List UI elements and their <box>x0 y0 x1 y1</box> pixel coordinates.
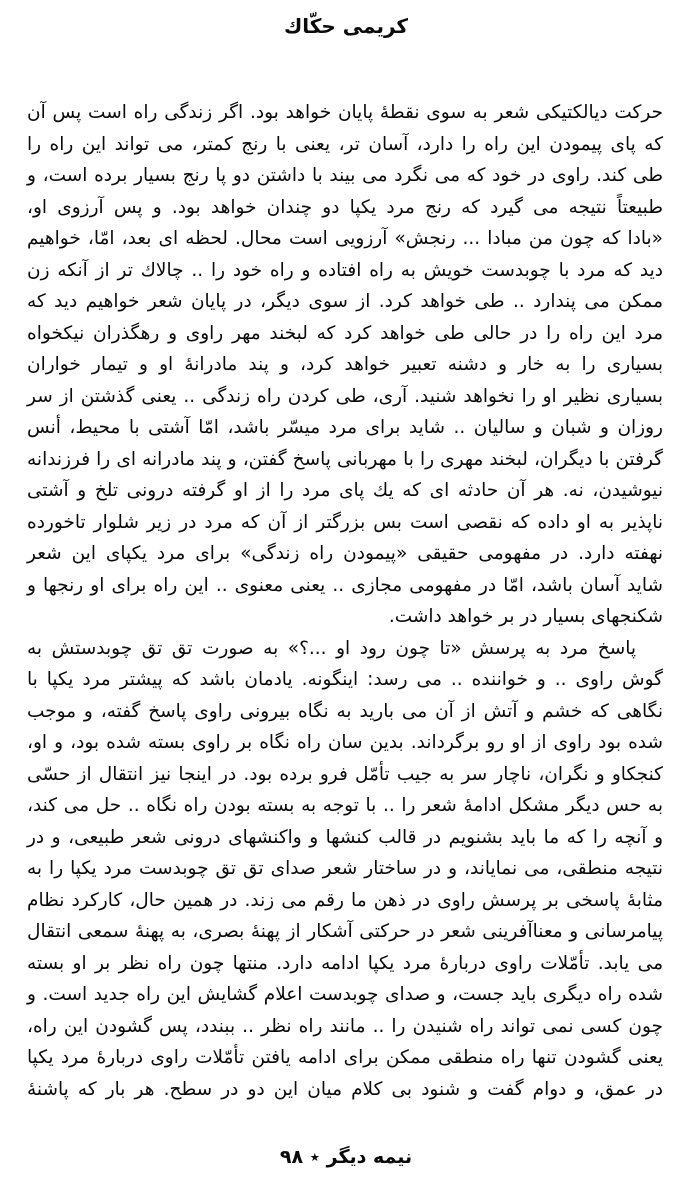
text-line: و آنچه را كه ما بايد بشنويم در قالب كنشها و واكنشهاى درونى شعر طبيعى، و در <box>27 826 663 848</box>
text-line: كنجكاو و نگران، ناچار سر به جيب تأمّل فرو برده بود. در اينجا نيز انتقال از حسّى <box>27 763 663 785</box>
text-line: كه پاى پيمودن اين راه را دارد، آسان تر، يعنى با رنج كمتر، مى تواند اين راه را <box>27 133 663 155</box>
text-line: مثابۀ پاسخى بر پرسش راوى در ذهن ما رقم مى زند. در همين حال، كاركرد نظام <box>27 889 663 911</box>
paragraph-1 <box>27 97 663 633</box>
text-line: شده بود راوى از او رو برگرداند. بدين سان راه نگاه بر راوى بسته شده بود، و او، <box>27 732 663 753</box>
text-line: نهفته دارد. در مفهومى حقيقى «پيمودن راه زندگى» براى مرد يكپاى اين شعر <box>27 543 663 564</box>
text-line: ديد كه مرد با چوبدست خويش به راه افتاده و راه خود را .. چالاك تر از آنكه زن <box>27 259 663 281</box>
text-line: به حس ديگر مشكل ادامۀ شعر را .. با توجه به بسته بودن راه نگاه .. حل مى كند، <box>27 795 663 816</box>
text-line: بسيارى را به خار و دشنه تعبير خواهد كرد، و پند مادرانۀ او و تيمار خواران <box>27 354 663 375</box>
text-line: ناپذير به او داده كه نقصى است بس بزرگتر از آن كه مرد در زير شلوار تاخورده <box>27 511 663 533</box>
text-line: چون كسى نمى تواند راه شنيدن را .. مانند راه نظر .. ببندد، پس گشودن اين راه، <box>27 1015 663 1037</box>
text-line: بسيارى نظير او را نخواهد شنيد. آرى، طى كردن راه زندگى .. يعنى گذشتن از سر <box>27 385 663 407</box>
text-line: ممكن مى پندارد .. طى خواهد كرد. از سوى ديگر، در پايان شعر خواهيم ديد كه <box>27 291 663 312</box>
text-line: يعنى گشودن تنها راه منطقى ممكن براى ادامه يافتن تأمّلات راوى دربارۀ مرد يكپا <box>27 1047 663 1068</box>
text-line: شايد آسان باشد، امّا در مفهومى مجازى .. يعنى معنوى .. اين راه براى او رنجها و <box>27 574 663 596</box>
text-line: نيوشيدن، نه. هر آن حادثه اى كه يك پاى مرد را از او گرفته درونى تلخ و آشتى <box>27 480 663 501</box>
text-line: طبيعتاً نتيجه مى گيرد كه رنج مرد يكپا دو چندان خواهد بود. و پس آرزوى او، <box>27 196 663 218</box>
text-line: گوش راوى .. و خواننده .. مى رسد: اينگونه. يادمان باشد كه پيشتر مرد يكپا با <box>27 669 663 690</box>
text-line: طى كند. راوى در خود كه مى نگرد مى بيند با داشتن دو پا رنج بسيار برده است، و <box>27 165 663 186</box>
text-line: پاسخ مرد به پرسش «تا چون رود او ...؟» به صورت تق تق چوبدستش به <box>27 637 636 659</box>
text-line: مى يابد. تأمّلات راوى دربارۀ مرد يكپا ادامه دارد. منتها چون راه نظر بر او بسته <box>27 952 663 974</box>
text-line: مرد اين راه را در حالى طى خواهد كرد كه لبخند مهر راوى و رهگذران نيكخواه <box>27 322 663 344</box>
text-line: نتيجه منطقى، مى نماياند، و در ساختار شعر صداى تق تق چوبدست مرد يكپا را به <box>27 858 663 879</box>
text-line: شده راه ديگرى بايد جست، و صداى چوبدست اعلام گشايش اين راه جديد است. و <box>27 984 663 1005</box>
text-line: گرفتن با ديگران، لبخند مهرى را با مهربانى پاسخ گفتن، و پند مادرانه اى را فرزندانه <box>27 448 663 470</box>
text-line: در عمق، و دوام گفت و شنود بى كلام ميان اين دو در سطح. هر بار كه پاشنۀ <box>27 1078 663 1100</box>
paragraph-2 <box>27 633 663 1106</box>
body-text <box>27 97 663 1105</box>
page-footer: نيمه ديگر ٭ ٩٨ <box>279 1146 413 1168</box>
text-line: حركت ديالكتيكى شعر به سوى نقطۀ پايان خواهد بود. اگر زندگى راه است پس آن <box>27 102 663 123</box>
text-line: پيامرسانى و معناآفرينى شعر در حركتى آشكار از پهنۀ بصرى، به پهنۀ سمعى انتقال <box>27 921 663 942</box>
text-line: «بادا كه چون من مبادا ... رنجش» آرزويى است محال. لحظه اى بعد، امّا، خواهيم <box>27 228 663 249</box>
text-line: شكنجهاى بسيار در بر خواهد داشت. <box>388 606 663 627</box>
text-line: نگاهى كه خشم و آتش از آن مى باريد به نگاه بيرونى راوى پاسخ گفته، و موجب <box>27 700 663 722</box>
text-line: روزان و شبان و ساليان .. شايد براى مرد ميسّر باشد، امّا آشتى با محيط، أنس <box>27 417 663 438</box>
page-title: كريمى حكّاك <box>283 14 409 38</box>
